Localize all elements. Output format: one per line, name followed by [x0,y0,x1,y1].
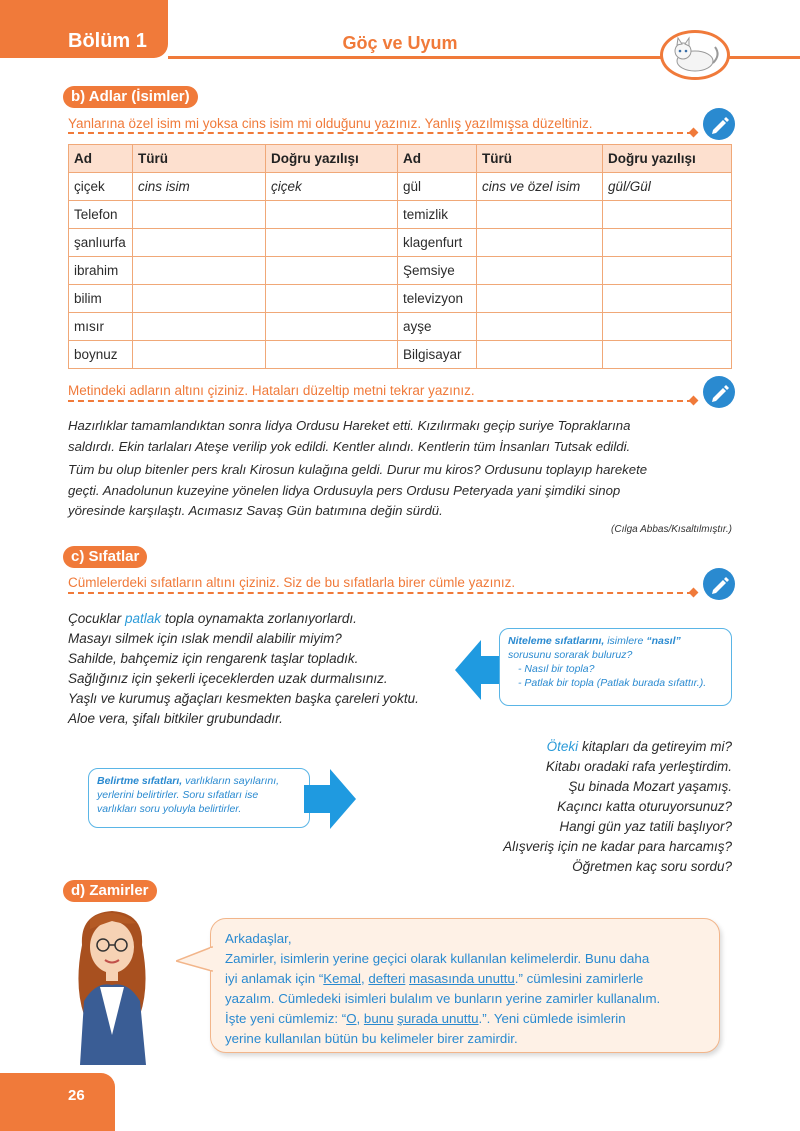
th-turu-2: Türü [477,145,603,173]
th-dogru-2: Doğru yazılışı [603,145,732,173]
speech-text: İşte yeni cümlemiz: “ [225,1011,347,1026]
dash-divider [68,592,693,594]
table-cell: televizyon [398,285,477,313]
highlight-word: patlak [125,611,162,626]
source-citation: (Cılga Abbas/Kısaltılmıştır.) [611,524,732,535]
speech-line [225,969,705,989]
dash-end-marker [689,396,699,406]
section-label-zamirler: d) Zamirler [63,880,157,902]
underlined-word: bunu [363,1011,394,1026]
speech-line: Zamirler, isimlerin yerine geçici olarak kullanılan kelimelerdir. Bunu daha [225,951,650,966]
highlight-word: Öteki [546,739,579,754]
paragraph-line: saldırdı. Ekin tarlaları Ateşe verilip yok edildi. Kentler alındı. Kentlerin tüm İnsanları Tutsak edildi. [68,438,631,454]
instruction-adlar: Yanlarına özel isim mi yoksa cins isim mi olduğunu yazınız. Yanlış yazılmışsa düzeltiniz. [68,116,593,131]
speech-tail [176,945,216,975]
sentence-text: kitapları da getireyim mi? [578,739,732,754]
table-row [69,313,732,341]
table-cell[interactable] [266,229,398,257]
speech-text: iyi anlamak için “ [225,971,324,986]
paragraph-line: Tüm bu olup bitenler pers kralı Kirosun kulağına geldi. Durur mu kiros? Ordusunu toplayıp harekete [68,462,648,477]
table-cell: gül/Gül [603,173,732,201]
table-cell[interactable] [133,201,266,229]
speech-line [225,1009,705,1029]
sentence-text: Çocuklar [68,611,126,626]
sifat-sentences-right [440,737,732,877]
section-label-sifatlar: c) Sıfatlar [63,546,147,568]
speech-line: yerine kullanılan bütün bu kelimeler birer zamirdir. [225,1031,518,1046]
belirtme-info-box [88,768,310,828]
table-cell[interactable] [603,341,732,369]
table-cell[interactable] [133,257,266,285]
table-cell: cins isim [133,173,266,201]
underlined-word: şurada unuttu [397,1011,479,1026]
underlined-word: defteri [368,971,406,986]
speech-text: , [356,1011,364,1026]
dash-end-marker [689,128,699,138]
instruction-sifatlar: Cümlelerdeki sıfatların altını çiziniz. Siz de bu sıfatlarla birer cümle yazınız. [68,575,516,590]
pencil-icon [703,108,735,140]
th-ad-1: Ad [69,145,133,173]
info-example: - Patlak bir topla (Patlak burada sıfattır.). [518,677,707,689]
pencil-icon [703,568,735,600]
table-cell: şanlıurfa [69,229,133,257]
table-cell[interactable] [603,229,732,257]
sentence [440,737,732,757]
sentence: Hangi gün yaz tatili başlıyor? [559,819,732,834]
paragraph-2 [68,460,738,522]
table-cell[interactable] [266,257,398,285]
sentence: Sahilde, bahçemiz için rengarenk taşlar topladık. [68,651,359,666]
instruction-metin: Metindeki adların altını çiziniz. Hataları düzeltip metni tekrar yazınız. [68,383,475,398]
table-cell[interactable] [477,201,603,229]
speech-bubble [210,918,720,1053]
table-cell: boynuz [69,341,133,369]
table-cell: Şemsiye [398,257,477,285]
table-cell[interactable] [133,313,266,341]
th-ad-2: Ad [398,145,477,173]
table-header-row [69,145,732,173]
table-cell[interactable] [603,313,732,341]
table-cell[interactable] [603,201,732,229]
table-cell[interactable] [477,313,603,341]
sentence: Alışveriş için ne kadar para harcamış? [503,839,732,854]
paragraph-line: geçti. Anadolunun kuzeyine yönelen lidya Ordusuyla pers Ordusu Peteryada yani şimdiki sinop [68,482,621,498]
page-number: 26 [68,1087,85,1104]
sentence [68,609,448,629]
sentence: Masayı silmek için ıslak mendil alabilir miyim? [68,631,342,646]
page-number-tab [0,1073,115,1131]
info-bold: Niteleme sıfatlarını, [508,635,605,647]
table-cell: bilim [69,285,133,313]
table-cell[interactable] [477,341,603,369]
table-cell: Bilgisayar [398,341,477,369]
info-quote: “nasıl” [646,635,681,647]
table-row [69,201,732,229]
table-cell: Telefon [69,201,133,229]
sentence: Aloe vera, şifalı bitkiler grubundadır. [68,711,283,726]
paragraph-1 [68,416,738,457]
sentence: Sağlığınız için şekerli içeceklerden uzak durmalısınız. [68,671,388,686]
table-cell: temizlik [398,201,477,229]
sentence: Öğretmen kaç soru sordu? [572,859,732,874]
names-table [68,144,732,369]
table-row [69,173,732,201]
section-label-adlar: b) Adlar (İsimler) [63,86,198,108]
cat-badge [660,30,730,80]
info-text: isimlere [604,635,647,647]
th-dogru-1: Doğru yazılışı [266,145,398,173]
girl-illustration [62,905,162,1065]
table-cell: gül [398,173,477,201]
table-cell[interactable] [133,229,266,257]
table-cell: mısır [69,313,133,341]
paragraph-line: yöresinde karşılaştı. Acımasız Savaş Gün batımına değin sürdü. [68,503,443,518]
info-bold: Belirtme sıfatları, [97,775,183,787]
chapter-label: Bölüm 1 [68,30,147,52]
info-text: varlıkları soru yoluyla belirtirler. [97,803,242,815]
underlined-word: Kemal [323,971,361,986]
table-cell[interactable] [266,341,398,369]
sentence: Şu binada Mozart yaşamış. [568,779,732,794]
speech-text: .” cümlesini zamirlerle [514,971,644,986]
table-cell[interactable] [477,257,603,285]
table-cell: cins ve özel isim [477,173,603,201]
dash-end-marker [689,588,699,598]
info-example: - Nasıl bir topla? [518,663,595,675]
sifat-sentences-left [68,609,448,729]
dash-divider [68,400,693,402]
table-row [69,229,732,257]
paragraph-line: Hazırlıklar tamamlandıktan sonra lidya Ordusu Hareket etti. Kızılırmakı geçip suriye Topraklarına [68,418,631,433]
th-turu-1: Türü [133,145,266,173]
underlined-word: O [346,1011,357,1026]
info-text: varlıkların sayılarını, [182,775,280,787]
table-cell[interactable] [266,313,398,341]
table-cell[interactable] [133,285,266,313]
table-cell: ibrahim [69,257,133,285]
dash-divider [68,132,693,134]
underlined-word: masasında unuttu [409,971,515,986]
table-cell: çiçek [266,173,398,201]
table-row [69,285,732,313]
table-cell[interactable] [266,285,398,313]
table-cell[interactable] [133,341,266,369]
table-cell: ayşe [398,313,477,341]
info-text: yerlerini belirtirler. Soru sıfatları ise [97,789,259,801]
speech-text: , [360,971,369,986]
arrow-right-icon [304,767,356,831]
cat-icon [663,33,727,77]
sentence: Kitabı oradaki rafa yerleştirdim. [545,759,732,774]
speech-text: .”. Yeni cümlede isimlerin [478,1011,626,1026]
table-cell[interactable] [477,229,603,257]
sentence-text: topla oynamakta zorlanıyorlardı. [161,611,357,626]
table-cell[interactable] [603,257,732,285]
info-text: sorusunu sorarak buluruz? [508,649,633,661]
table-row [69,257,732,285]
pencil-icon [703,376,735,408]
table-cell: çiçek [69,173,133,201]
speech-line: yazalım. Cümledeki isimleri bulalım ve bunların yerine zamirler kullanalım. [225,991,661,1006]
table-cell[interactable] [266,201,398,229]
table-row [69,341,732,369]
table-cell: klagenfurt [398,229,477,257]
speech-line: Arkadaşlar, [225,931,292,946]
table-cell[interactable] [603,285,732,313]
table-cell[interactable] [477,285,603,313]
sentence: Kaçıncı katta oturuyorsunuz? [557,799,732,814]
sentence: Yaşlı ve kurumuş ağaçları kesmekten başka çareleri yoktu. [68,691,419,706]
niteleme-info-box [499,628,732,706]
page-title: Göç ve Uyum [342,33,458,53]
